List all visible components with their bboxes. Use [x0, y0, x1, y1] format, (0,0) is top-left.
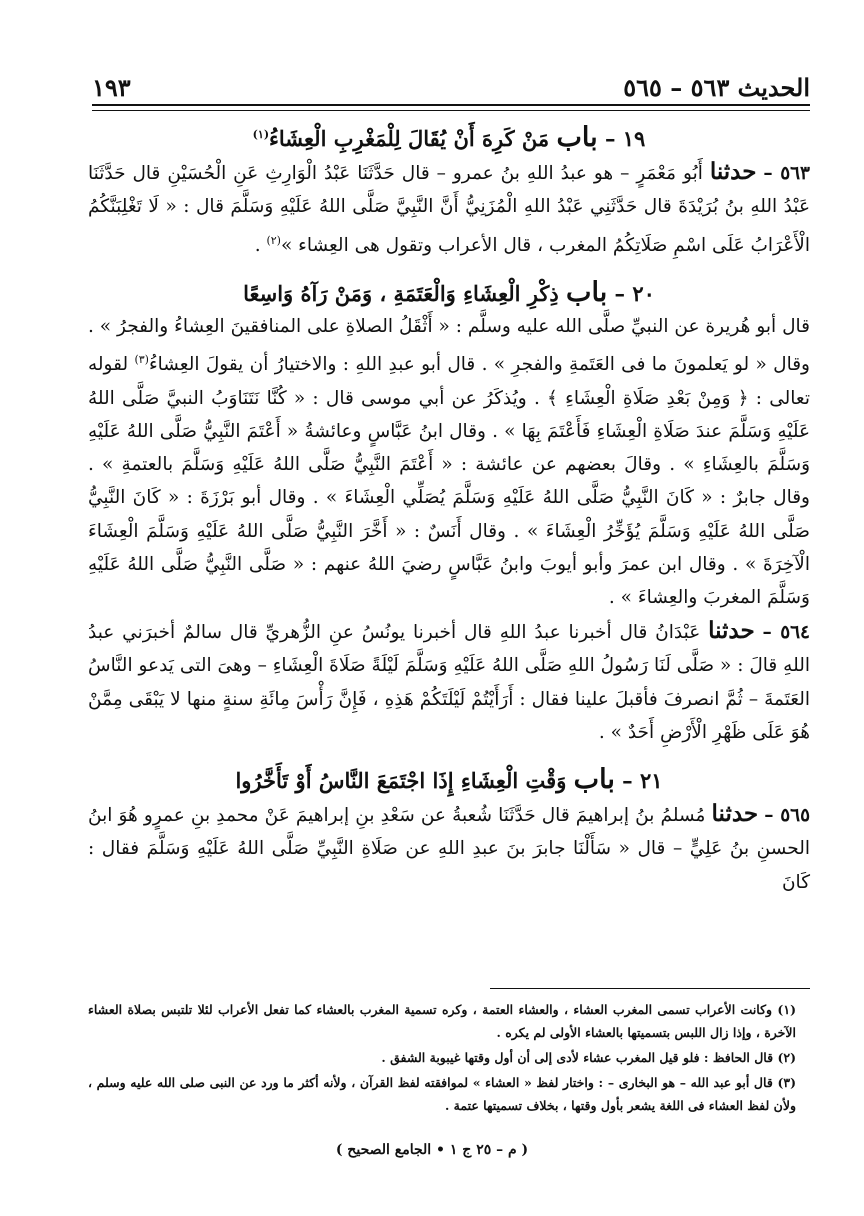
- print-signature: ( م – ٢٥ ج ١ • الجامع الصحيح ): [335, 1142, 529, 1158]
- bab-label: باب: [573, 763, 615, 795]
- chapter-heading-20: ٢٠ – باب ذِكْرِ الْعِشَاءِ وَالْعَتَمَةِ ، وَمَنْ رَآهُ وَاسِعًا: [243, 276, 655, 308]
- page-number: ١٩٣: [92, 73, 131, 102]
- hadith-564: [88, 614, 810, 749]
- footnote-rule: [490, 988, 810, 989]
- chapter-title: ذِكْرِ الْعِشَاءِ وَالْعَتَمَةِ ، وَمَنْ رَآهُ وَاسِعًا: [243, 280, 559, 306]
- footnotes: [88, 998, 810, 1119]
- bab-label: باب: [566, 276, 608, 308]
- footnote-ref: (٣): [134, 353, 149, 367]
- chapter-title: وَقْتِ الْعِشَاءِ إِذَا اجْتَمَعَ النَّاسُ أَوْ تَأَخَّرُوا: [235, 767, 567, 793]
- footnote-2: (٢) قال الحافظ : فلو قيل المغرب عشاء لأدى إلى أن أول وقتها غيبوبة الشفق .: [381, 1050, 796, 1065]
- page-header: [92, 60, 810, 102]
- haddathana-mark: حدثنا: [709, 158, 757, 186]
- header-rule: [92, 104, 810, 111]
- hadith-563: ٥٦٣ – حدثنا أَبُو مَعْمَرٍ – هو عبدُ اللهِ بنُ عمرو – قال حَدَّثَنَا عَبْدُ الْوَارِثِ عَنِ الْحُسَيْنِ قال حَدَّثَنَا عَبْدُ اللهِ بنُ بُرَيْدَةَ قال حَدَّثَنِي عَبْدُ اللهِ الْمُزَنِيُّ أَنَّ النَّبِيَّ صَلَّى اللهُ عَلَيْهِ وَسَلَّمَ قال : « لَا تَغْلِبَنَّكُمُ الْأَعْرَابُ عَلَى اسْمِ صَلَاتِكُمُ المغرب ، قال الأعراب وتقول هى العِشاء »$^{(٢)}$ .: [88, 158, 810, 256]
- bab-label: باب: [556, 122, 598, 153]
- hadith-number: ٥٦٥ –: [764, 805, 811, 827]
- footnote-3: (٣) قال أبو عبد الله – هو البخارى – : واختار لفظ « العشاء » لموافقته لفظ القرآن ، ولأنه أكثر ما ورد عن النبى صلى الله عليه وسلم ، ولأن لفظ العشاء فى اللغة يشعر بأول وقتها ، بخلاف تسميتها عتمة .: [88, 1075, 796, 1113]
- chapter-heading-21: ٢١ – باب وَقْتِ الْعِشَاءِ إِذَا اجْتَمَعَ النَّاسُ أَوْ تَأَخَّرُوا: [235, 763, 663, 795]
- haddathana-mark: حدثنا: [711, 800, 759, 828]
- chapter-heading-19: ١٩ – باب مَنْ كَرِهَ أَنْ يُقَالَ لِلْمَغْرِبِ الْعِشَاءُ$^{(١)}$: [252, 122, 646, 153]
- running-title: الحديث ٥٦٣ – ٥٦٥: [623, 73, 810, 102]
- haddathana-mark: حدثنا: [708, 617, 755, 645]
- hadith-number: ٥٦٣ –: [763, 163, 810, 185]
- footnote-1: (١) وكانت الأعراب تسمى المغرب العشاء ، والعشاء العتمة ، وكره تسمية المغرب بالعشاء كما تفعل الأعراب لئلا تلتبس بصلاة العشاء الآخرة ، وإذا زال اللبس بتسميتها بالعشاء الأولى لم يكره .: [88, 1002, 796, 1040]
- hadith-text: عَبْدَانُ قال أخبرنا عبدُ اللهِ قال أخبرنا يونُسُ عنِ الزُّهريِّ قال سالمٌ أخبرَني عبدُ اللهِ قالَ : « صَلَّى لَنَا رَسُولُ اللهِ صَلَّى اللهُ عَلَيْهِ وَسَلَّمَ لَيْلَةً صَلَاةَ الْعِشَاءِ – وهىَ التى يَدعو النَّاسُ العَتَمةَ – ثُمَّ انصرفَ فأقبلَ علينا فقال : أَرَأَيْتُمْ لَيْلَتَكُمْ هَذِهِ ، فَإِنَّ رَأْسَ مِائَةِ سنةٍ منها لا يَبْقَى مِمَّنْ هُوَ عَلَى ظَهْرِ الْأَرْضِ أَحَدٌ » .: [88, 622, 810, 743]
- footnote-ref: (٢): [266, 233, 281, 247]
- hadith-text: مُسلمُ بنُ إبراهيمَ قال حَدَّثَنَا شُعبةُ عن سَعْدِ بنِ إبراهيمَ عَنْ محمدِ بنِ عمرٍو هُوَ ابنُ الحسنِ بنُ عَلِيٍّ – قال « سَأَلْنَا جابرَ بنَ عبدِ اللهِ عن صَلَاةِ النَّبِيِّ صَلَّى اللهُ عَلَيْهِ وَسَلَّمَ فقال : كَانَ: [88, 805, 810, 893]
- chapter-20-text: قال أبو هُريرة عن النبيِّ صلَّى الله عليه وسلَّم : « أَثْقَلُ الصلاةِ على المنافقينَ العِشاءُ والفجرُ » . وقال « لو يَعلمونَ ما فى العَتَمةِ والفجرِ » . قال أبو عبدِ اللهِ : والاختيارُ أن يقولَ العِشاءُ$^{(٣)}$ لقوله تعالى : ﴿ وَمِنْ بَعْدِ صَلَاةِ الْعِشَاءِ ﴾ . ويُذكَرُ عن أبي موسى قال : « كُنَّا نَتَنَاوَبُ النبيَّ صَلَّى اللهُ عَلَيْهِ وَسَلَّمَ عندَ صَلَاةِ الْعِشَاءِ فَأَعْتَمَ بِهَا » . وقال ابنُ عَبَّاسٍ وعائشةُ « أَعْتَمَ النَّبِيُّ صَلَّى اللهُ عَلَيْهِ وَسَلَّمَ بالعِشَاءِ » . وقالَ بعضهم عن عائشة : « أَعْتَمَ النَّبِيُّ صَلَّى اللهُ عَلَيْهِ وَسَلَّمَ بالعتمةِ » . وقال جابرٌ : « كَانَ النَّبِيُّ صَلَّى اللهُ عَلَيْهِ وَسَلَّمَ يُصَلِّي الْعِشَاءَ » . وقال أبو بَرْزَةَ : « كَانَ النَّبِيُّ صَلَّى اللهُ عَلَيْهِ وَسَلَّمَ يُؤَخِّرُ الْعِشَاءَ » . وقال أَنَسٌ : « أَخَّرَ النَّبِيُّ صَلَّى اللهُ عَلَيْهِ وَسَلَّمَ الْعِشَاءَ الْآخِرَةَ » . وقال ابن عمرَ وأبو أيوبَ وابنُ عَبَّاسٍ رضيَ اللهُ عنهم : « صَلَّى النَّبِيُّ صَلَّى اللهُ عَلَيْهِ وَسَلَّمَ المغربَ والعِشاءَ » .: [88, 316, 810, 608]
- hadith-number: ٥٦٤ –: [762, 622, 810, 644]
- chapter-title: مَنْ كَرِهَ أَنْ يُقَالَ لِلْمَغْرِبِ الْعِشَاءُ: [269, 126, 550, 151]
- footnote-ref: (١): [252, 128, 270, 141]
- hadith-565: [88, 797, 810, 899]
- hadith-text: أَبُو مَعْمَرٍ – هو عبدُ اللهِ بنُ عمرو – قال حَدَّثَنَا عَبْدُ الْوَارِثِ عَنِ الْحُسَيْنِ قال حَدَّثَنَا عَبْدُ اللهِ بنُ بُرَيْدَةَ قال حَدَّثَنِي عَبْدُ اللهِ الْمُزَنِيُّ أَنَّ النَّبِيَّ صَلَّى اللهُ عَلَيْهِ وَسَلَّمَ قال : « لَا تَغْلِبَنَّكُمُ الْأَعْرَابُ عَلَى اسْمِ صَلَاتِكُمُ المغرب ، قال الأعراب وتقول هى العِشاء »: [88, 163, 810, 256]
- main-text: [88, 118, 810, 899]
